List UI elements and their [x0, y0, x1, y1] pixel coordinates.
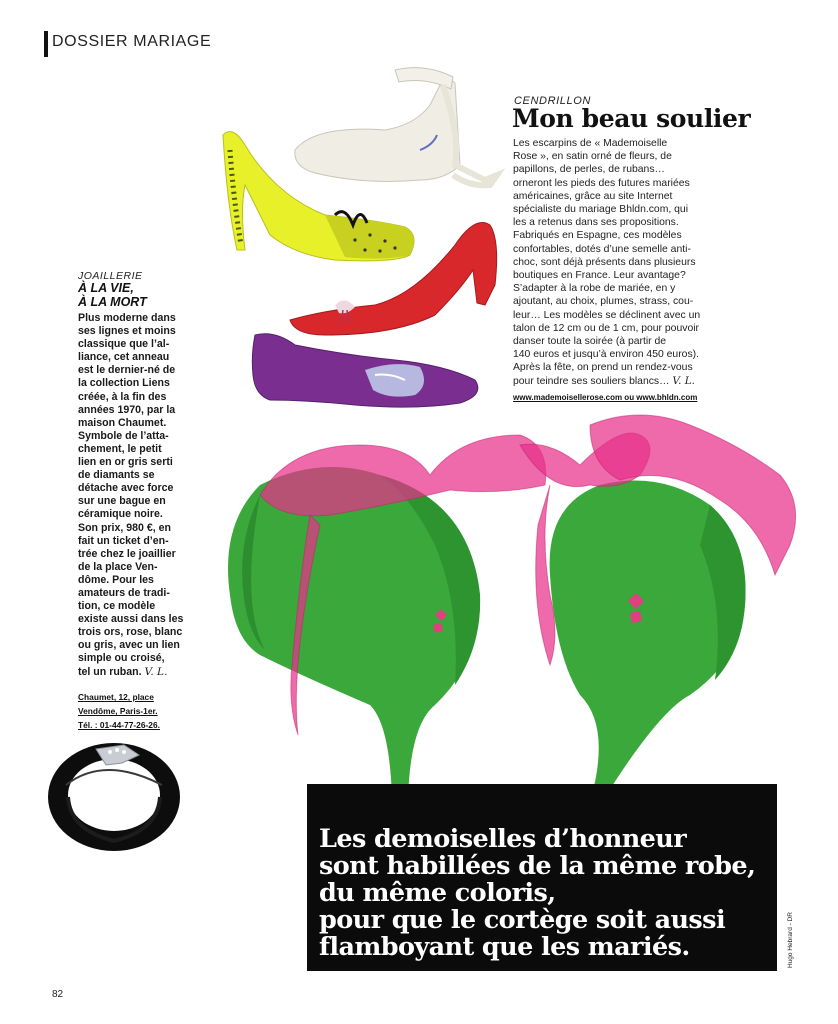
- body-line: détache avec force: [78, 482, 174, 495]
- left-article-kicker: JOAILLERIE: [78, 270, 143, 282]
- ring-photo: [44, 735, 184, 860]
- body-line: Les escarpins de « Mademoiselle: [513, 138, 668, 149]
- body-line: la collection Liens: [78, 377, 170, 390]
- body-line: papillons, de perles, de rubans…: [513, 164, 665, 176]
- left-green-shoe: [228, 467, 480, 803]
- body-line: lien en or gris serti: [78, 456, 173, 469]
- body-line: sur une bague en: [78, 495, 166, 508]
- green-heels-photo: [220, 405, 805, 810]
- address-text: Tél. : 01-44-77-26-26.: [78, 720, 160, 730]
- body-line: céramique noire.: [78, 508, 163, 521]
- body-line: simple ou croisé,: [78, 652, 165, 665]
- section-marker: [44, 31, 48, 57]
- photo-credit: Hugo Hebrard - DR: [787, 912, 794, 968]
- body-line: Rose », en satin orné de fleurs, de: [513, 151, 672, 163]
- quote-line: sont habillées de la même robe,: [319, 851, 756, 881]
- right-article-title: Mon beau soulier: [512, 104, 751, 133]
- body-line: [513, 375, 725, 388]
- body-line: confortables, dotés d’une semelle anti-: [513, 243, 691, 255]
- body-line-text: pour teindre ses souliers blancs…: [513, 375, 670, 387]
- address-text: Vendôme, Paris-1er.: [78, 706, 158, 716]
- body-line: les a retenus dans ses propositions.: [513, 217, 679, 229]
- pull-quote: [319, 826, 774, 961]
- left-article-address: [78, 690, 204, 732]
- quote-line: pour que le cortège soit aussi: [319, 905, 726, 935]
- websites-link[interactable]: www.mademoisellerose.com ou www.bhldn.com: [513, 393, 698, 402]
- body-line: Fabriqués en Espagne, ces modèles: [513, 230, 682, 242]
- body-line: liance, cet anneau: [78, 351, 170, 364]
- signature: V. L.: [144, 665, 168, 678]
- body-line: Symbole de l’atta-: [78, 429, 169, 442]
- purple-shoe: [252, 334, 478, 407]
- section-label: DOSSIER MARIAGE: [52, 33, 212, 50]
- body-line: ses lignes et moins: [78, 325, 176, 338]
- body-line: est le dernier-né de: [78, 364, 176, 377]
- quote-line: Les demoiselles d’honneur: [319, 824, 687, 854]
- white-shoe: [295, 68, 497, 186]
- body-line: Après la fête, on prend un rendez-vous: [513, 362, 693, 374]
- body-line: de la place Ven-: [78, 560, 158, 573]
- body-line-text: tel un ruban.: [78, 665, 142, 678]
- body-line: Son prix, 980 €, en: [78, 521, 172, 534]
- left-article-body: [78, 312, 204, 679]
- right-article-body: [513, 137, 725, 388]
- body-line: trois ors, rose, blanc: [78, 626, 183, 639]
- body-line: [78, 666, 204, 679]
- body-line: amateurs de tradi-: [78, 586, 170, 599]
- right-article-kicker: CENDRILLON: [514, 95, 591, 107]
- right-green-shoe: [550, 481, 746, 800]
- body-line: ou gris, avec un lien: [78, 639, 180, 652]
- quote-line: du même coloris,: [319, 878, 556, 908]
- body-line: boutiques en France. Leur avantage?: [513, 270, 686, 282]
- body-line: tion, ce modèle: [78, 600, 156, 613]
- body-line: talon de 12 cm ou de 1 cm, pour pouvoir: [513, 322, 699, 334]
- title-line: À LA VIE,: [78, 281, 134, 295]
- body-line: chement, le petit: [78, 442, 162, 455]
- left-article-title: [78, 282, 198, 309]
- quote-line: flamboyant que les mariés.: [319, 932, 690, 962]
- body-line: Plus moderne dans: [78, 312, 176, 324]
- signature: V. L.: [672, 374, 695, 387]
- body-line: 140 euros et jusqu’à environ 450 euros).: [513, 349, 699, 361]
- body-line: maison Chaumet.: [78, 416, 167, 429]
- body-line: ajoutant, au choix, plumes, strass, cou-: [513, 296, 694, 308]
- title-line: À LA MORT: [78, 294, 147, 309]
- body-line: années 1970, par la: [78, 403, 176, 416]
- body-line: dôme. Pour les: [78, 573, 154, 586]
- address-text: Chaumet, 12, place: [78, 692, 154, 702]
- body-line: fait un ticket d’en-: [78, 534, 169, 547]
- body-line: spécialiste du mariage Bhldn.com, qui: [513, 204, 689, 216]
- body-line: américaines, grâce au site Internet: [513, 190, 673, 202]
- body-line: classique que l’al-: [78, 338, 170, 351]
- page-number: 82: [52, 989, 64, 1000]
- shoes-photo: [215, 55, 510, 415]
- body-line: orneront les pieds des futures mariées: [513, 177, 690, 189]
- body-line: leur… Les modèles se déclinent avec un: [513, 309, 701, 321]
- address-line: [78, 718, 204, 732]
- body-line: créée, à la fin des: [78, 390, 167, 403]
- address-line: [78, 690, 204, 704]
- body-line: de diamants se: [78, 469, 155, 482]
- body-line: trée chez le joaillier: [78, 547, 176, 560]
- body-line: existe aussi dans les: [78, 613, 184, 626]
- address-line: [78, 704, 204, 718]
- body-line: danser toute la soirée (à partir de: [513, 336, 667, 348]
- body-line: choc, sont déjà présents dans plusieurs: [513, 256, 696, 268]
- body-line: S’adapter à la robe de mariée, en y: [513, 283, 676, 295]
